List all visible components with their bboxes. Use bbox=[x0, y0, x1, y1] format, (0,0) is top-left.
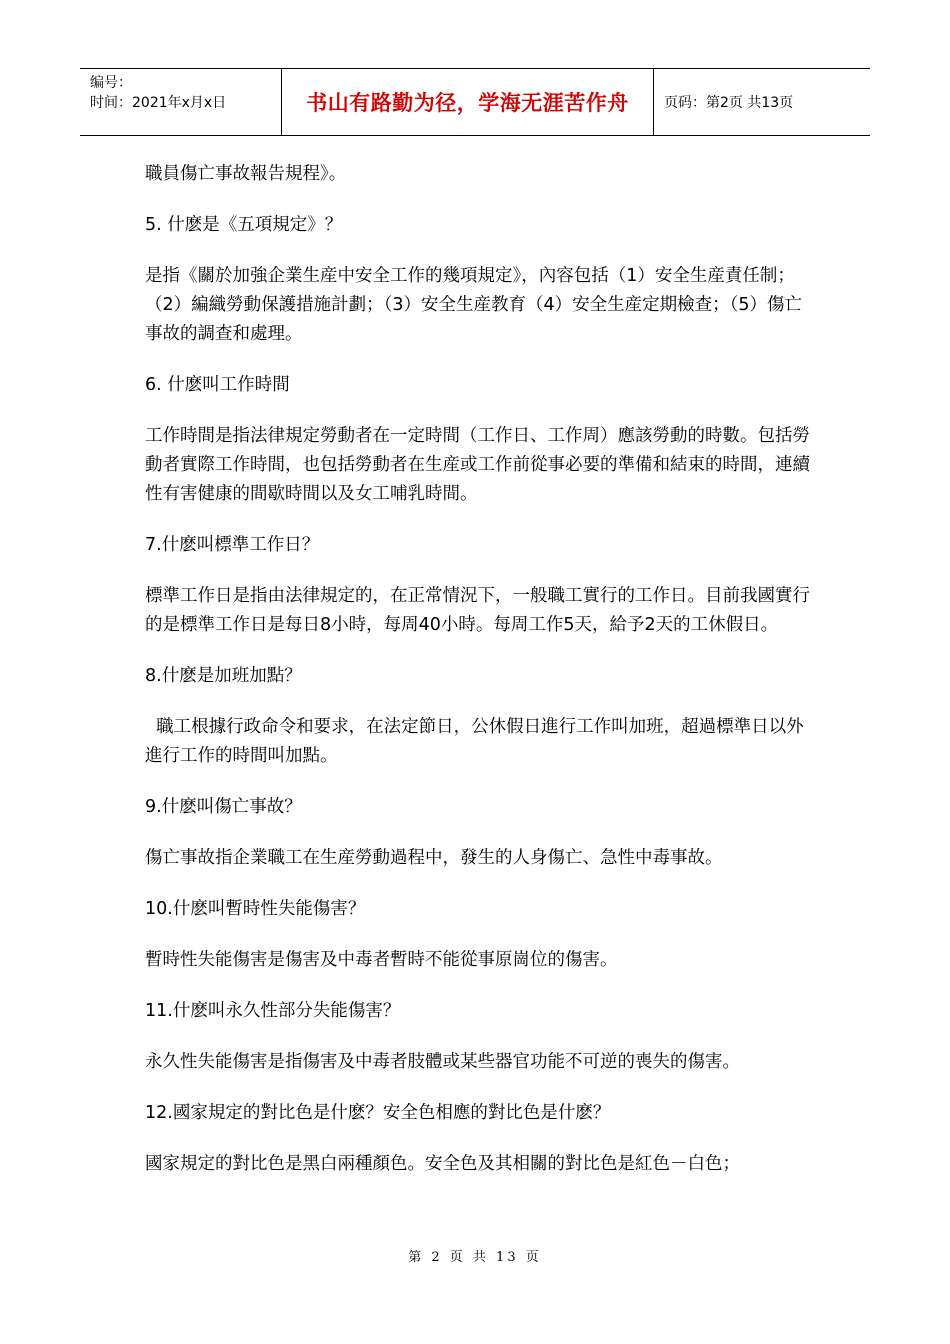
question-heading: 7.什麽叫標準工作日？ bbox=[145, 535, 320, 555]
question-heading: 9.什麽叫傷亡事故？ bbox=[145, 797, 302, 817]
paragraph: 是指《關於加強企業生産中安全工作的幾項規定》，內容包括（1）安全生産責任制；（2）編織勞動保護措施計劃；（3）安全生産教育（4）安全生産定期檢查；（5）傷亡事故的調查和處理。 bbox=[145, 266, 803, 344]
document-body bbox=[145, 160, 815, 1201]
paragraph: 職工根據行政命令和要求，在法定節日，公休假日進行工作叫加班，超過標準日以外進行工作的時間叫加點。 bbox=[145, 717, 804, 766]
page-footer: 第 2 页 共 13 页 bbox=[408, 1250, 542, 1265]
question-heading: 8.什麽是加班加點？ bbox=[145, 666, 302, 686]
paragraph: 工作時間是指法律規定勞動者在一定時間（工作日、工作周）應該勞動的時數。包括勞動者實際工作時間，也包括勞動者在生産或工作前從事必要的準備和結束的時間，連續性有害健康的間歇時間以及女工哺乳時間。 bbox=[145, 426, 810, 504]
question-heading: 5. 什麽是《五項規定》？ bbox=[145, 215, 343, 235]
header-page-info: 页码：第2页 共13页 bbox=[664, 95, 794, 111]
paragraph: 暫時性失能傷害是傷害及中毒者暫時不能從事原崗位的傷害。 bbox=[145, 950, 618, 970]
header-motto: 书山有路勤为径，学海无涯苦作舟 bbox=[282, 69, 654, 135]
question-heading: 12.國家規定的對比色是什麽？安全色相應的對比色是什麽？ bbox=[145, 1103, 611, 1123]
paragraph: 職員傷亡事故報告規程》。 bbox=[145, 164, 347, 184]
date-label: 时间：2021年x月x日 bbox=[90, 95, 227, 111]
header-meta-cell bbox=[80, 69, 282, 135]
question-heading: 6. 什麽叫工作時間 bbox=[145, 375, 290, 395]
question-heading: 11.什麽叫永久性部分失能傷害？ bbox=[145, 1001, 401, 1021]
paragraph: 傷亡事故指企業職工在生産勞動過程中，發生的人身傷亡、急性中毒事故。 bbox=[145, 848, 723, 868]
question-heading: 10.什麽叫暫時性失能傷害？ bbox=[145, 899, 366, 919]
serial-label: 编号： bbox=[90, 75, 132, 91]
paragraph: 標準工作日是指由法律規定的，在正常情況下，一般職工實行的工作日。目前我國實行的是標準工作日是每日8小時，每周40小時。每周工作5天，給予2天的工休假日。 bbox=[145, 586, 810, 635]
page-header bbox=[80, 68, 870, 136]
paragraph: 永久性失能傷害是指傷害及中毒者肢體或某些器官功能不可逆的喪失的傷害。 bbox=[145, 1052, 740, 1072]
paragraph: 國家規定的對比色是黑白兩種顏色。安全色及其相關的對比色是紅色－白色； bbox=[145, 1154, 740, 1174]
